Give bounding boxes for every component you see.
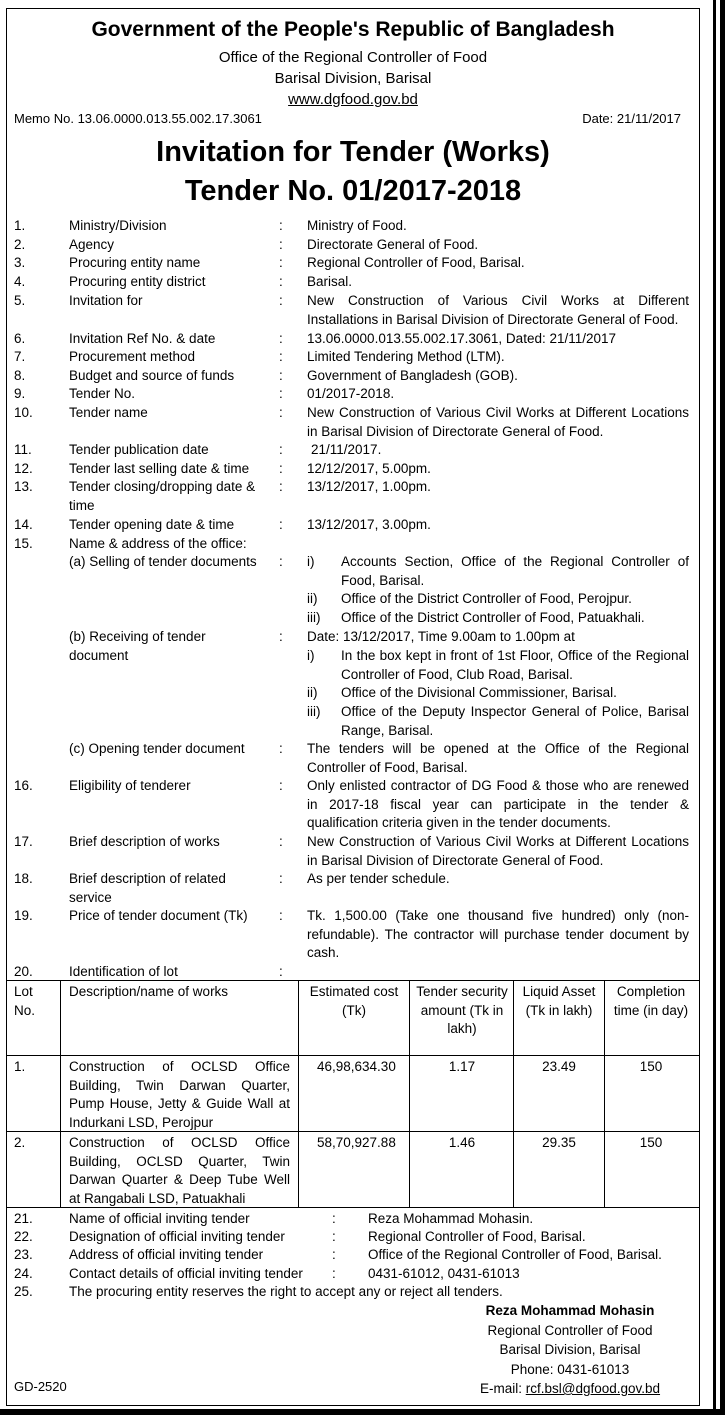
item-number: 1. [14,218,26,233]
signatory-designation: Regional Controller of Food [487,1322,653,1338]
item-number: 3. [14,255,26,270]
table-rule [6,1055,700,1056]
item-value: The tenders will be opened at the Office of the Regional Controller of Food, Barisal. [307,741,689,775]
colon: : [279,255,283,270]
table-header: Description/name of works [69,984,229,999]
item-value: 13/12/2017, 3.00pm. [307,517,431,532]
table-column-rule [60,980,61,1207]
office-address: Office of the Deputy Inspector General of Police, Barisal Range, Barisal. [341,704,689,738]
item-number: 15. [14,536,33,551]
item-number: 10. [14,405,33,420]
item-label: Designation of official inviting tender [69,1229,285,1244]
item-label: Brief description of works [69,834,220,849]
signatory-division: Barisal Division, Barisal [499,1342,641,1357]
item-label: Procuring entity name [69,255,201,270]
item-label: Agency [69,237,115,252]
item-label: Procurement method [69,349,196,364]
footer-code: GD-2520 [14,1379,67,1394]
table-column-rule [298,980,299,1207]
item-number: 5. [14,293,26,308]
roman-numeral: ii) [307,685,318,700]
item-number: 25. [14,1284,33,1299]
colon: : [279,386,283,401]
work-description: Construction of OCLSD Office Building, OCLSD Quarter, Twin Darwan Quarter & Deep Tube Well at Rangabali LSD, Patuakhali [69,1135,290,1206]
item-value: Limited Tendering Method (LTM). [307,349,505,364]
item-label: Identification of lot [69,964,178,979]
colon: : [279,349,283,364]
colon: : [279,554,283,569]
item-number: 19. [14,908,33,923]
item-text: The procuring entity reserves the right to accept any or reject all tenders. [69,1284,503,1299]
roman-numeral: iii) [307,704,321,719]
email-link[interactable]: rcf.bsl@dgfood.gov.bd [525,1381,661,1396]
item-value: As per tender schedule. [307,871,450,886]
colon: : [279,368,283,383]
item-label: Name & address of the office: [69,536,247,551]
roman-numeral: i) [307,554,315,569]
item-number: 4. [14,274,26,289]
signature-block [470,1301,670,1399]
item-value: 01/2017-2018. [307,386,395,401]
government-heading: Government of the People's Republic of Bangladesh [91,18,615,41]
colon: : [279,871,283,886]
colon: : [279,218,283,233]
table-column-rule [604,980,605,1207]
table-header: Tender security amount (Tk in lakh) [416,984,508,1037]
office-name: Office of the Regional Controller of Food [218,49,488,66]
item-number: 13. [14,479,33,494]
item-value: New Construction of Various Civil Works at Different Locations in Barisal Division of Directorate General of Food. [307,834,689,868]
item-value: 21/11/2017. [311,442,382,457]
table-rule [6,980,700,981]
tender-security: 1.17 [448,1059,476,1074]
colon: : [332,1266,336,1281]
item-label: Eligibility of tenderer [69,778,191,793]
item-label: Tender last selling date & time [69,461,250,476]
item-number: 16. [14,778,33,793]
lot-number: 1. [14,1059,26,1074]
item-value: Tk. 1,500.00 (Take one thousand five hundred) only (non-refundable). The contractor will purchase tender document by cash. [307,908,689,961]
colon: : [332,1211,336,1226]
colon: : [279,331,283,346]
roman-numeral: i) [307,648,315,663]
item-value: Government of Bangladesh (GOB). [307,368,518,383]
sub-item-label: (a) Selling of tender documents [69,554,257,569]
item-value: Office of the Regional Controller of Food, Barisal. [368,1247,662,1262]
completion-time: 150 [639,1135,663,1150]
office-address: Office of the District Controller of Food, Perojpur. [341,591,632,606]
liquid-asset: 23.49 [542,1059,576,1074]
item-label: Contact details of official inviting tender [69,1266,303,1281]
colon: : [279,629,283,644]
item-value: Regional Controller of Food, Barisal. [368,1229,586,1244]
table-column-rule [513,980,514,1207]
signatory-name: Reza Mohammad Mohasin [485,1303,655,1318]
item-value: 13.06.0000.013.55.002.17.3061, Dated: 21/11/2017 [307,331,617,346]
office-address: In the box kept in front of 1st Floor, Office of the Regional Controller of Food, Club Road, Barisal. [341,648,689,682]
item-value: New Construction of Various Civil Works at Different Installations in Barisal Division of Directorate General of Food. [307,293,689,327]
item-number: 20. [14,964,33,979]
office-address: Office of the District Controller of Food, Patuakhali. [341,610,645,625]
item-number: 12. [14,461,33,476]
liquid-asset: 29.35 [542,1135,576,1150]
scan-edge-bottom [0,1409,725,1415]
item-label: Tender opening date & time [69,517,235,532]
tender-number-title: Tender No. 01/2017-2018 [184,175,522,207]
colon: : [279,237,283,252]
item-value: 0431-61012, 0431-61013 [368,1266,520,1281]
colon: : [332,1247,336,1262]
table-header: Liquid Asset (Tk in lakh) [522,984,596,1018]
item-label: Brief description of related service [69,871,226,905]
memo-number: Memo No. 13.06.0000.013.55.002.17.3061 [14,111,262,126]
sub-item-label: (b) Receiving of tender document [69,629,206,663]
item-number: 24. [14,1266,33,1281]
item-number: 14. [14,517,33,532]
page-title: Invitation for Tender (Works) [156,136,550,168]
website-line [6,91,700,108]
colon: : [279,834,283,849]
item-value: New Construction of Various Civil Works at Different Locations in Barisal Division of Directorate General of Food. [307,405,689,439]
item-label: Tender name [69,405,148,420]
email-label: E-mail: [479,1381,526,1396]
division-name: Barisal Division, Barisal [274,70,432,87]
estimated-cost: 58,70,927.88 [317,1135,396,1150]
colon: : [279,274,283,289]
item-number: 22. [14,1229,33,1244]
item-label: Budget and source of funds [69,368,235,383]
item-value: Regional Controller of Food, Barisal. [307,255,525,270]
colon: : [279,442,283,457]
item-number: 18. [14,871,33,886]
colon: : [279,908,283,923]
table-header: Lot No. [14,984,36,1018]
table-column-rule [409,980,410,1207]
item-label: Tender No. [69,386,136,401]
colon: : [332,1229,336,1244]
memo-date: Date: 21/11/2017 [582,111,681,126]
colon: : [279,964,283,979]
colon: : [279,293,283,308]
item-label: Tender publication date [69,442,209,457]
item-value: Directorate General of Food. [307,237,479,252]
item-number: 11. [14,442,32,457]
item-value: Only enlisted contractor of DG Food & those who are renewed in 2017-18 fiscal year can participate in the tender & qualification criteria given in the tender documents. [307,778,689,831]
item-number: 7. [14,349,26,364]
colon: : [279,405,283,420]
item-value: 12/12/2017, 5.00pm. [307,461,431,476]
receiving-date: Date: 13/12/2017, Time 9.00am to 1.00pm at [307,629,575,644]
item-number: 2. [14,237,26,252]
signatory-phone: Phone: 0431-61013 [510,1361,630,1377]
item-label: Name of official inviting tender [69,1211,250,1226]
item-label: Ministry/Division [69,218,167,233]
signatory-email-line [470,1379,670,1399]
item-label: Invitation for [69,293,143,308]
item-number: 17. [14,834,33,849]
sub-item-label: (c) Opening tender document [69,741,245,756]
work-description: Construction of OCLSD Office Building, Twin Darwan Quarter, Pump House, Jetty & Guide Wall at Indurkani LSD, Perojpur [69,1059,290,1130]
item-number: 8. [14,368,26,383]
roman-numeral: iii) [307,610,321,625]
colon: : [279,778,283,793]
colon: : [279,517,283,532]
colon: : [279,741,283,756]
item-value: Barisal. [307,274,353,289]
item-number: 9. [14,386,26,401]
table-header: Estimated cost (Tk) [309,984,399,1018]
completion-time: 150 [639,1059,663,1074]
item-number: 21. [14,1211,33,1226]
table-header: Completion time (in day) [613,984,689,1018]
item-label: Procuring entity district [69,274,206,289]
office-address: Office of the Divisional Commissioner, Barisal. [341,685,617,700]
colon: : [279,479,283,494]
lot-number: 2. [14,1135,26,1150]
roman-numeral: ii) [307,591,318,606]
item-value: Reza Mohammad Mohasin. [368,1211,534,1226]
item-label: Address of official inviting tender [69,1247,264,1262]
office-address: Accounts Section, Office of the Regional Controller of Food, Barisal. [341,554,689,588]
tender-security: 1.46 [448,1135,476,1150]
item-label: Price of tender document (Tk) [69,908,248,923]
item-value: Ministry of Food. [307,218,407,233]
item-number: 23. [14,1247,33,1262]
item-label: Invitation Ref No. & date [69,331,216,346]
item-label: Tender closing/dropping date & time [69,479,256,513]
item-value: 13/12/2017, 1.00pm. [307,479,431,494]
estimated-cost: 46,98,634.30 [317,1059,396,1074]
scan-edge-right-inner [716,0,720,1415]
website-link[interactable]: www.dgfood.gov.bd [288,91,418,108]
colon: : [279,461,283,476]
item-number: 6. [14,331,26,346]
